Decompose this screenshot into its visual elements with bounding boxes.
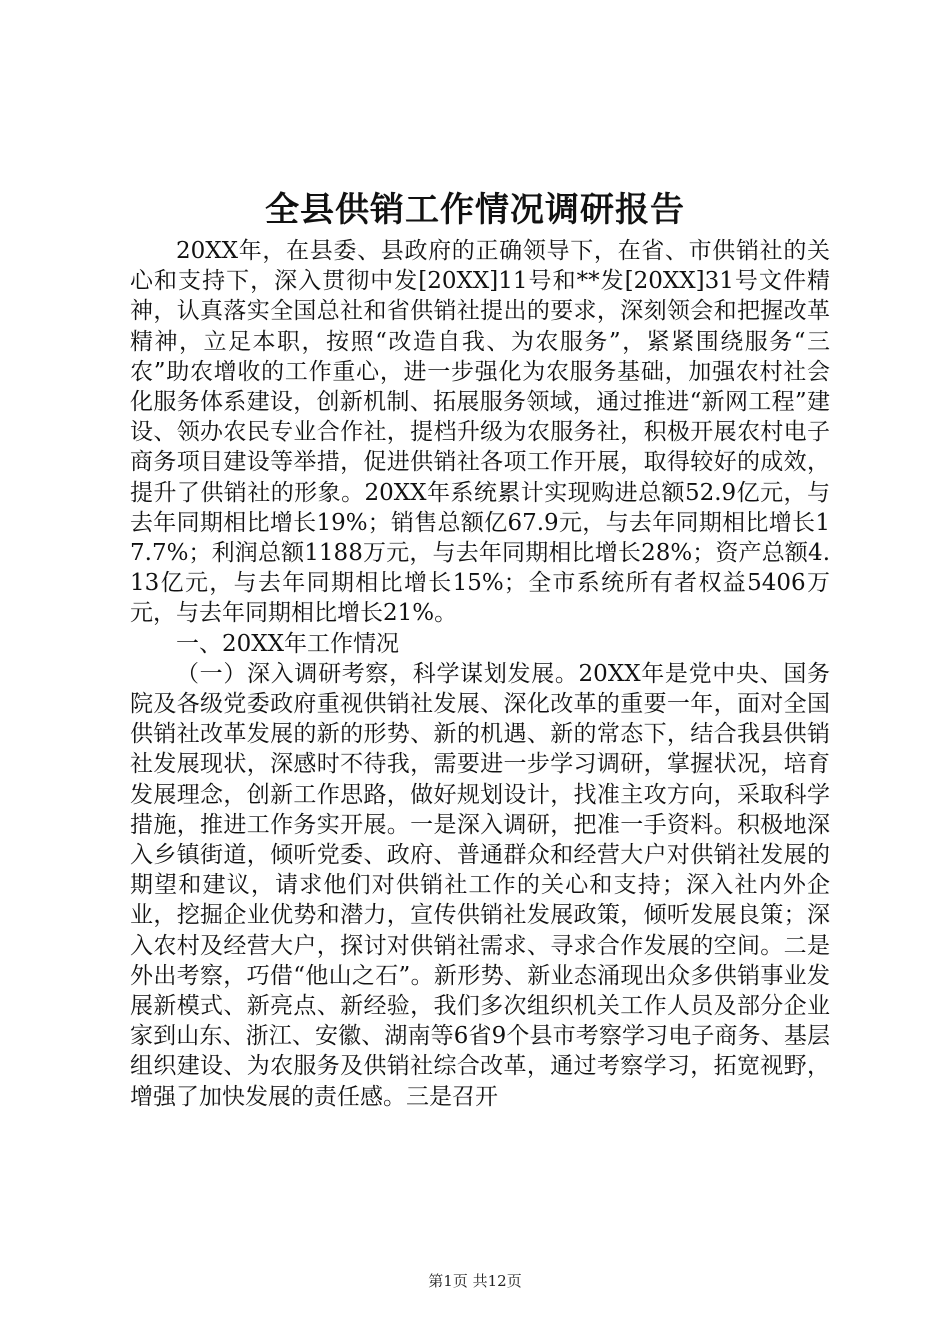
document-body xyxy=(130,236,830,1112)
subsection-paragraph: （一）深入调研考察，科学谋划发展。20XX年是党中央、国务院及各级党委政府重视供销社发展、深化改革的重要一年，面对全国供销社改革发展的新的形势、新的机遇、新的常态下，结合我县供销社发展现状，深感时不待我，需要进一步学习调研，掌握状况，培育发展理念，创新工作思路，做好规划设计，找准主攻方向，采取科学措施，推进工作务实开展。一是深入调研，把准一手资料。积极地深入乡镇街道，倾听党委、政府、普通群众和经营大户对供销社发展的期望和建议，请求他们对供销社工作的关心和支持；深入社内外企业，挖掘企业优势和潜力，宣传供销社发展政策，倾听发展良策；深入农村及经营大户，探讨对供销社需求、寻求合作发展的空间。二是外出考察，巧借“他山之石”。新形势、新业态涌现出众多供销事业发展新模式、新亮点、新经验，我们多次组织机关工作人员及部分企业家到山东、浙江、安徽、湖南等6省9个县市考察学习电子商务、基层组织建设、为农服务及供销社综合改革，通过考察学习，拓宽视野，增强了加快发展的责任感。三是召开 xyxy=(130,660,830,1110)
document-title: 全县供销工作情况调研报告 xyxy=(265,190,685,230)
intro-paragraph: 20XX年，在县委、县政府的正确领导下，在省、市供销社的关心和支持下，深入贯彻中发[20XX]11号和**发[20XX]31号文件精神，认真落实全国总社和省供销社提出的要求，深刻领会和把握改革精神，立足本职，按照“改造自我、为农服务”，紧紧围绕服务“三农”助农增收的工作重心，进一步强化为农服务基础，加强农村社会化服务体系建设，创新机制、拓展服务领域，通过推进“新网工程”建设、领办农民专业合作社，提档升级为农服务社，积极开展农村电子商务项目建设等举措，促进供销社各项工作开展，取得较好的成效，提升了供销社的形象。20XX年系统累计实现购进总额52.9亿元，与去年同期相比增长19%；销售总额亿67.9元，与去年同期相比增长17.7%；利润总额1188万元，与去年同期相比增长28%；资产总额4.13亿元，与去年同期相比增长15%；全市系统所有者权益5406万元，与去年同期相比增长21%。 xyxy=(130,238,830,627)
page-number-footer: 第1页 共12页 xyxy=(428,1272,522,1290)
section-heading: 一、20XX年工作情况 xyxy=(176,630,400,657)
